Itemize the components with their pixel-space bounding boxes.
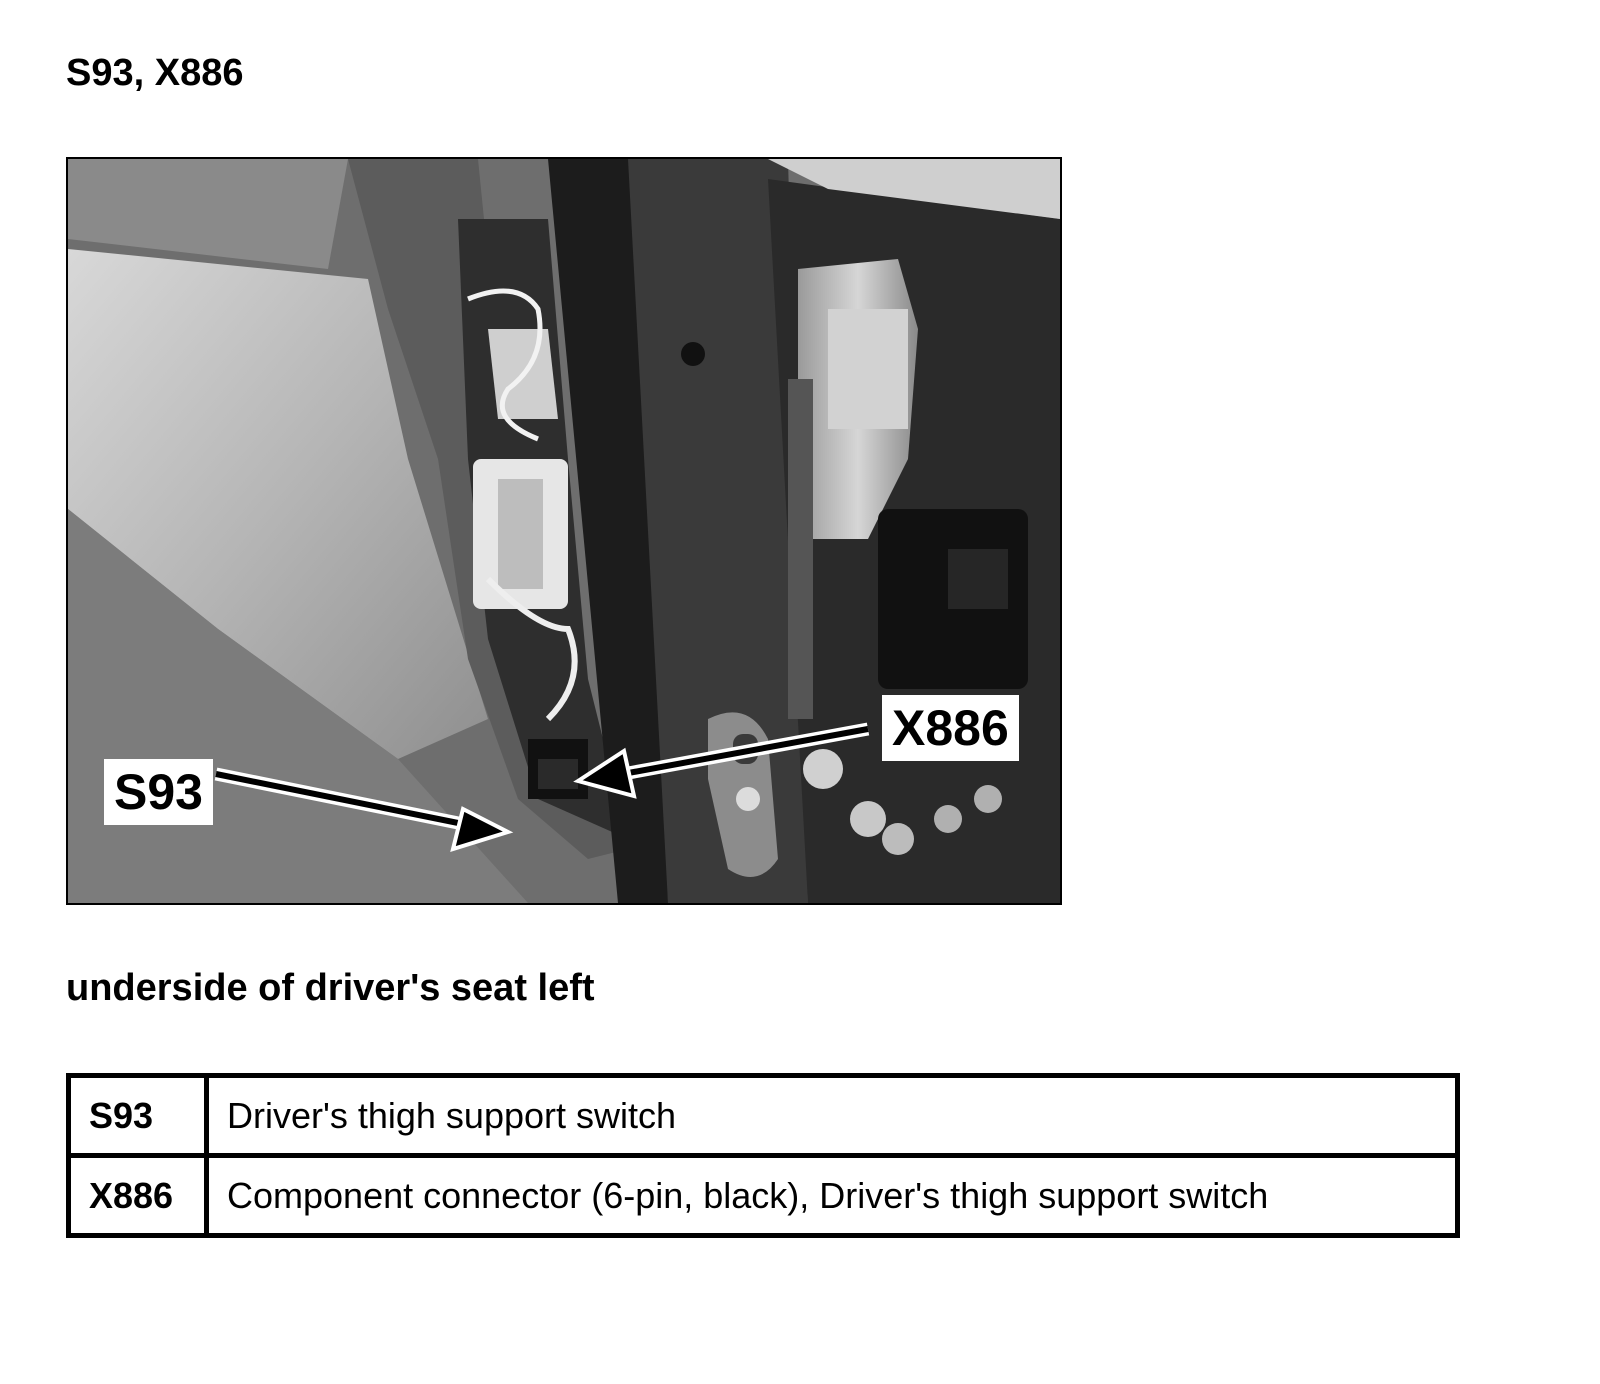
component-code: X886 — [69, 1156, 207, 1236]
photo-caption: underside of driver's seat left — [66, 967, 595, 1009]
component-legend-table — [66, 1073, 1460, 1238]
seat-underside-illustration — [68, 159, 1060, 903]
table-row — [69, 1076, 1458, 1156]
component-description: Component connector (6-pin, black), Driver's thigh support switch — [207, 1156, 1458, 1236]
page-title: S93, X886 — [66, 52, 244, 94]
component-code: S93 — [69, 1076, 207, 1156]
seat-underside-photo — [66, 157, 1062, 905]
gear-rack — [788, 379, 813, 719]
s93-callout-label: S93 — [104, 759, 213, 825]
component-description: Driver's thigh support switch — [207, 1076, 1458, 1156]
table-row — [69, 1156, 1458, 1236]
x886-callout-label: X886 — [882, 695, 1019, 761]
